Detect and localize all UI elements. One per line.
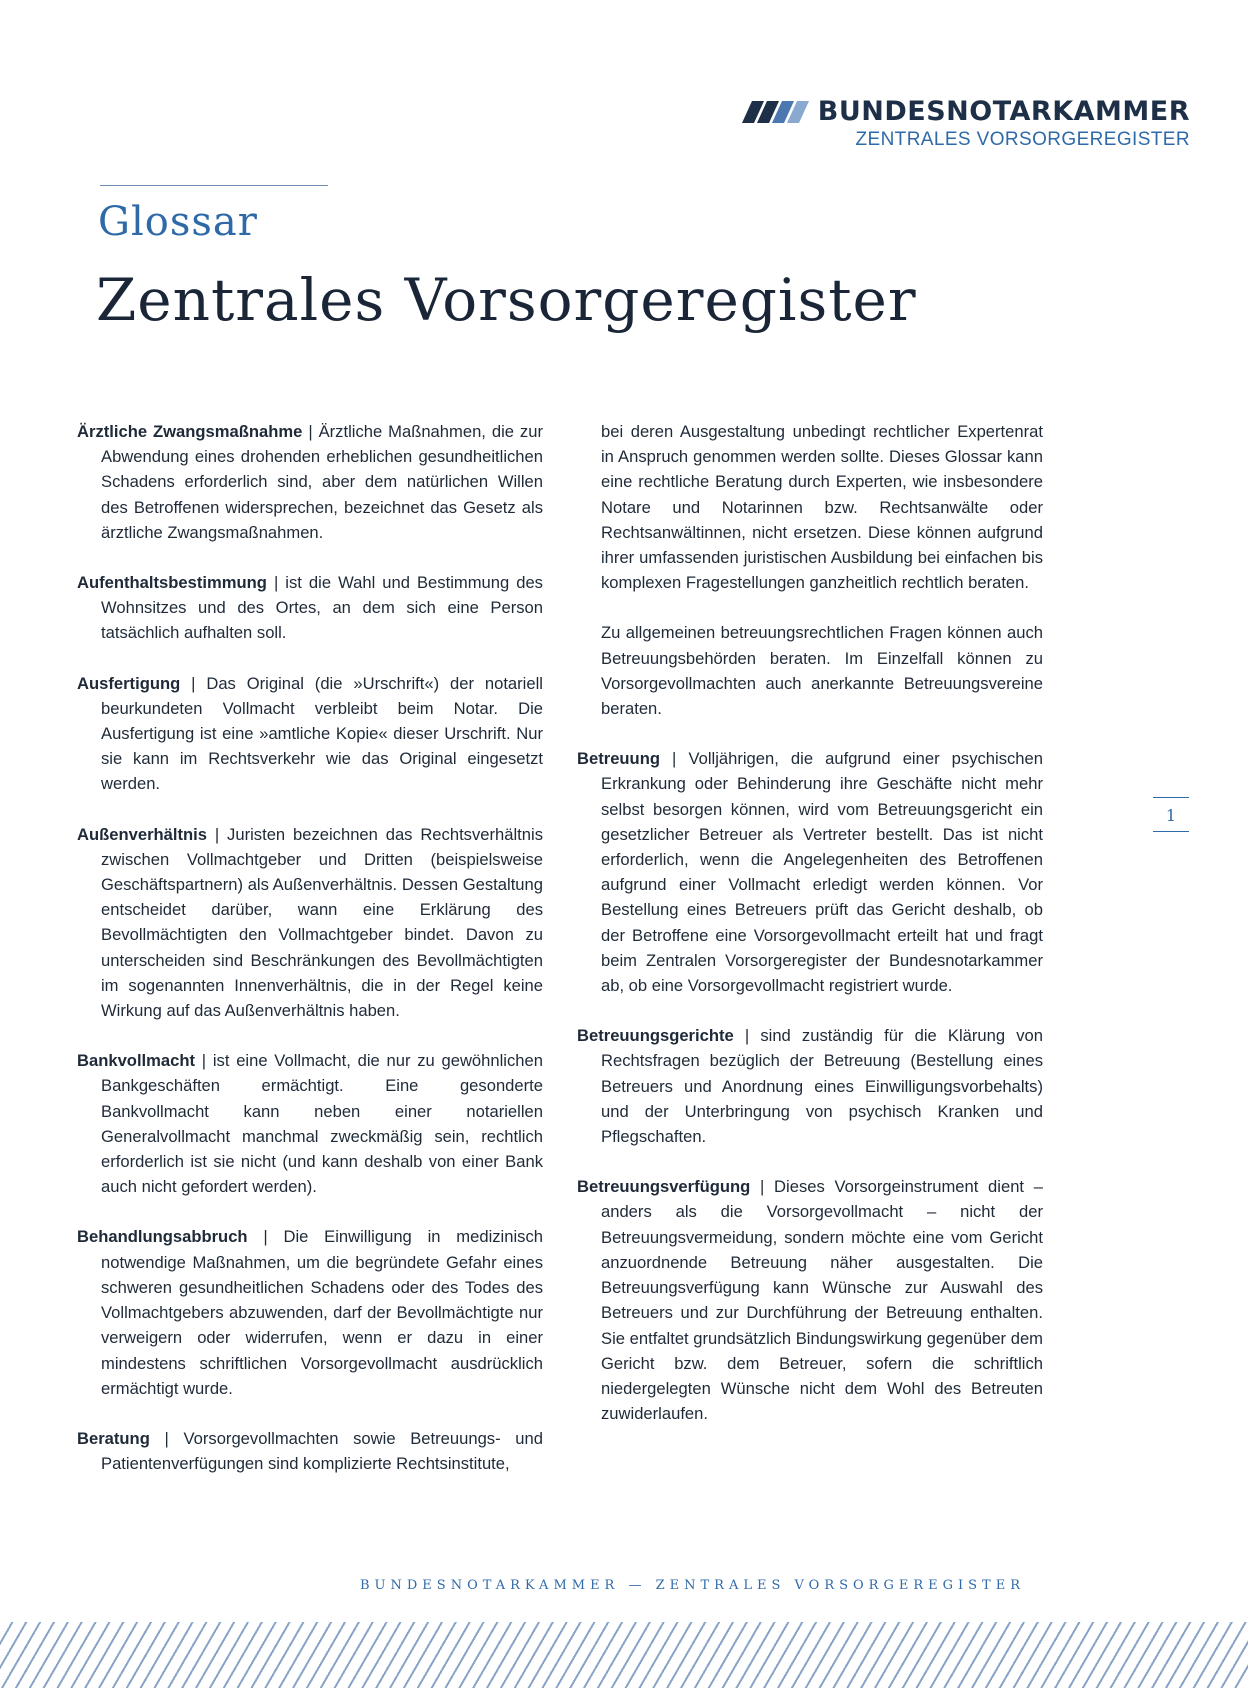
glossary-entry <box>77 1224 543 1400</box>
term-separator: | <box>273 573 279 593</box>
glossary-definition: ist eine Vollmacht, die nur zu gewöhnlichen Bankgeschäften ermächtigt. Eine gesonderte Bankvollmacht kann neben einer notariellen Generalvollmacht manchmal zweckmäßig sein, rechtlich erforderlich ist sie nicht (und kann deshalb von einer Bank auch nicht gefordert werden). <box>101 1051 543 1197</box>
glossary-term: Beratung <box>77 1428 150 1448</box>
glossary-term: Bankvollmacht <box>77 1051 196 1071</box>
term-separator: | <box>744 1026 750 1046</box>
page-number: 1 <box>1153 797 1189 832</box>
logo-title: BUNDESNOTARKAMMER <box>817 96 1190 127</box>
term-separator: | <box>201 1051 207 1071</box>
glossary-entry <box>77 822 543 1024</box>
footer-text: BUNDESNOTARKAMMER — ZENTRALES VORSORGEREGISTER <box>360 1578 1025 1593</box>
glossary-entry <box>77 1048 543 1199</box>
glossary-term: Ärztliche Zwangsmaßnahme <box>77 422 303 441</box>
glossary-entry <box>77 419 543 545</box>
glossary-term: Aufenthaltsbestimmung <box>77 573 267 593</box>
glossary-term: Betreuung <box>577 749 660 769</box>
glossary-entry <box>77 570 543 646</box>
glossary-term: Betreuungsverfügung <box>577 1177 751 1197</box>
continuation-paragraph: Zu allgemeinen betreuungsrechtlichen Fragen können auch Betreuungsbehörden beraten. Im Einzelfall können zu Vorsorgevollmachten auch anerkannte Betreuungsvereine beraten. <box>601 623 1043 719</box>
right-column <box>577 419 1043 1451</box>
glossary-term: Ausfertigung <box>77 673 181 693</box>
glossary-term: Behandlungsabbruch <box>77 1227 248 1247</box>
glossary-definition: ist die Wahl und Bestimmung des Wohnsitzes und des Ortes, an dem sich eine Person tatsächlich aufhalten soll. <box>101 573 543 643</box>
logo <box>742 98 1190 151</box>
glossary-definition: Ärztliche Maßnahmen, die zur Abwendung eines drohenden erheblichen gesundheitlichen Schadens erforderlich sind, aber dem natürlichen Willen des Betroffenen widersprechen, bezeichnet das Gesetz als ärztliche Zwangsmaßnahmen. <box>101 422 543 542</box>
glossary-entry <box>77 671 543 797</box>
glossary-term: Außenverhältnis <box>77 824 208 844</box>
glossary-definition: Dieses Vorsorgeinstrument dient – anders als die Vorsorgevollmacht – nicht der Betreuungsvermeidung, sondern möchte eine vom Gericht anzuordnende Betreuung näher ausgestalten. Die Betreuungsverfügung kann Wünsche zur Auswahl des Betreuers und zur Durchführung der Betreuung enthalten. Sie entfaltet grundsätzlich Bindungswirkung gegenüber dem Gericht bzw. dem Betreuer, sofern die schriftlich niedergelegten Wünsche nicht dem Wohl des Betreuten zuwiderlaufen. <box>601 1177 1043 1424</box>
glossary-definition: Die Einwilligung in medizinisch notwendige Maßnahmen, um die begründete Gefahr eines schweren gesundheitlichen Schadens oder des Todes des Vollmachtgebers abzuwenden, darf der Bevollmächtigte nur verweigern oder widerrufen, wenn er dazu in einer mindestens schriftlichen Vorsorgevollmacht ausdrücklich ermächtigt wurde. <box>101 1227 543 1398</box>
logo-stripes-icon <box>742 101 810 123</box>
glossary-definition: Volljährigen, die aufgrund einer psychischen Erkrankung oder Behinderung ihre Geschäfte nicht mehr selbst besorgen können, wird vom Betreuungsgericht ein gesetzlicher Betreuer als Vertreter bestellt. Das ist nicht erforderlich, wenn die Angelegenheiten des Betroffenen aufgrund einer Vollmacht erledigt werden können. Vor Bestellung eines Betreuers prüft das Gericht deshalb, ob der Betroffene eine Vorsorgevollmacht erteilt hat und fragt beim Zentralen Vorsorgeregister der Bundesnotarkammer ab, ob eine Vorsorgevollmacht registriert wurde. <box>601 749 1043 996</box>
term-separator: | <box>164 1428 169 1448</box>
glossary-term: Betreuungsgerichte <box>577 1026 734 1046</box>
glossary-entry <box>77 1426 543 1476</box>
glossary-definition: sind zuständig für die Klärung von Rechtsfragen bezüglich der Betreuung (Bestellung eines Betreuers und Anordnung eines Einwilligungsvorbehalts) und der Unterbringung von psychisch Kranken und Pflegschaften. <box>601 1026 1043 1147</box>
glossary-entry <box>577 746 1043 998</box>
glossary-entry <box>577 1174 1043 1426</box>
footer-hatch-pattern <box>0 1622 1248 1688</box>
section-kicker: Glossar <box>98 199 258 245</box>
term-separator: | <box>214 824 220 844</box>
glossary-entry <box>577 1023 1043 1149</box>
continuation-paragraph: bei deren Ausgestaltung unbedingt rechtlicher Expertenrat in Anspruch genommen werden sollte. Dieses Glossar kann eine rechtliche Beratung durch Experten, wie insbesondere Notare und Notarinnen bzw. Rechtsanwälte oder Rechtsanwältinnen, nicht ersetzen. Diese können aufgrund ihrer umfassenden juristischen Ausbildung bei einfachen bis komplexen Fragestellungen ganzheitlich rechtlich beraten. <box>601 422 1043 593</box>
title-rule <box>100 185 328 186</box>
glossary-definition: Das Original (die »Urschrift«) der notariell beurkundeten Vollmacht verbleibt beim Notar. Die Ausfertigung ist eine »amtliche Kopie« dieser Urschrift. Nur sie kann im Rechtsverkehr wie das Original eingesetzt werden. <box>101 673 543 794</box>
logo-subtitle: ZENTRALES VORSORGEREGISTER <box>855 129 1190 150</box>
term-separator: | <box>191 673 196 693</box>
term-separator: | <box>672 749 677 769</box>
term-separator: | <box>263 1227 268 1247</box>
page-title: Zentrales Vorsorgeregister <box>96 266 917 334</box>
term-separator: | <box>308 422 313 441</box>
glossary-definition: Vorsorgevollmachten sowie Betreuungs- und Patientenverfügungen sind komplizierte Rechtsinstitute, <box>101 1428 543 1474</box>
logo-row <box>742 98 1190 126</box>
left-column <box>77 419 543 1501</box>
term-separator: | <box>760 1177 765 1197</box>
glossary-definition: Juristen bezeichnen das Rechtsverhältnis zwischen Vollmachtgeber und Dritten (beispielsweise Geschäftspartnern) als Außenverhältnis. Dessen Gestaltung entscheidet darüber, wann eine Erklärung des Bevollmächtigten den Vollmachtgeber bindet. Davon zu unterscheiden sind Beschränkungen des Bevollmächtigten im sogenannten Innenverhältnis, die in der Regel keine Wirkung auf das Außenverhältnis haben. <box>101 824 543 1021</box>
